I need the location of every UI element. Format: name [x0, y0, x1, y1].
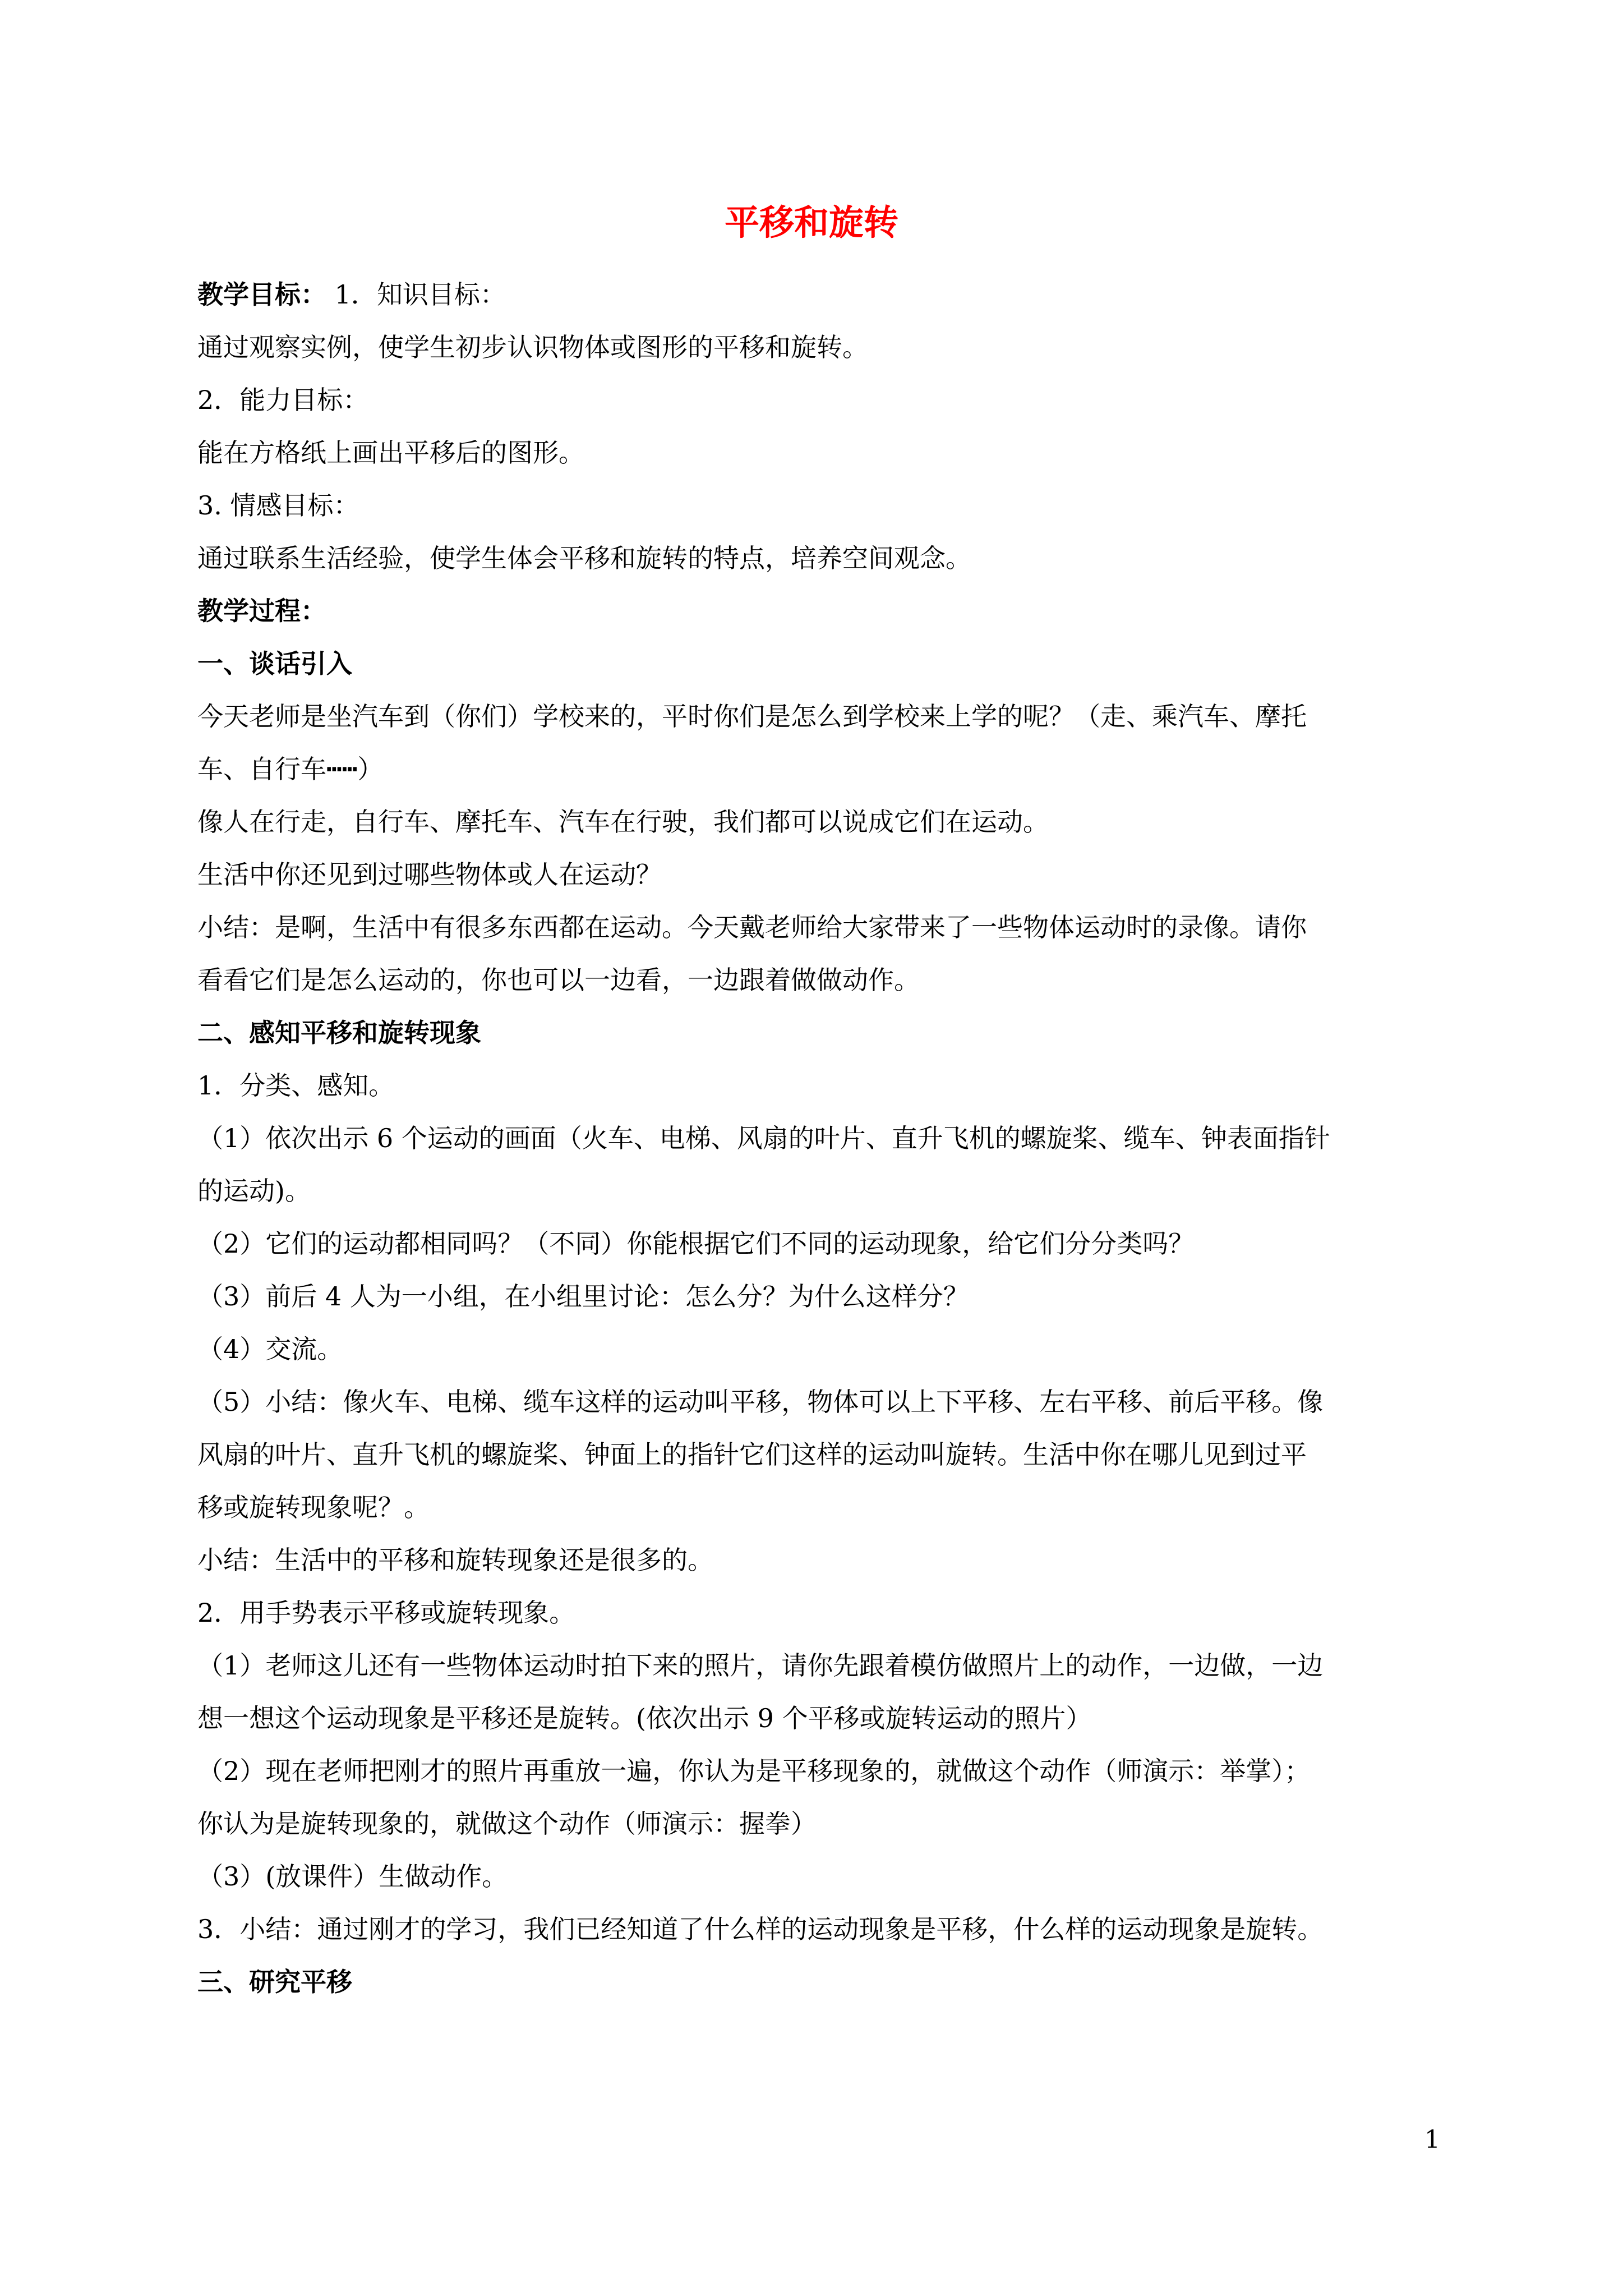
paragraph: （1）依次出示 6 个运动的画面（火车、电梯、风扇的叶片、直升飞机的螺旋桨、缆车、钟表面指针	[197, 1123, 1330, 1153]
section-heading: 二、感知平移和旋转现象	[197, 1018, 481, 1048]
paragraph: （3）前后 4 人为一小组，在小组里讨论：怎么分？为什么这样分？	[197, 1281, 969, 1312]
paragraph: 想一想这个运动现象是平移还是旋转。(依次出示 9 个平移或旋转运动的照片）	[197, 1703, 1092, 1733]
paragraph: （5）小结：像火车、电梯、缆车这样的运动叫平移，物体可以上下平移、左右平移、前后平移。像	[197, 1387, 1324, 1417]
paragraph: 小结：生活中的平移和旋转现象还是很多的。	[197, 1545, 713, 1575]
process-heading: 教学过程：	[197, 596, 326, 626]
paragraph: 的运动)。	[197, 1176, 311, 1206]
paragraph: 小结：是啊，生活中有很多东西都在运动。今天戴老师给大家带来了一些物体运动时的录像。请你	[197, 912, 1307, 942]
paragraph: 车、自行车┅┅）	[197, 754, 384, 784]
paragraph: （2）它们的运动都相同吗？（不同）你能根据它们不同的运动现象，给它们分分类吗？	[197, 1228, 1195, 1259]
document-body	[197, 268, 1444, 2008]
section-heading: 三、研究平移	[197, 1967, 352, 1997]
paragraph: 今天老师是坐汽车到（你们）学校来的，平时你们是怎么到学校来上学的呢？（走、乘汽车、摩托	[197, 701, 1307, 731]
paragraph: 3．小结：通过刚才的学习，我们已经知道了什么样的运动现象是平移，什么样的运动现象是旋转。	[197, 1914, 1324, 1944]
paragraph: 1．分类、感知。	[197, 1070, 395, 1101]
paragraph: 你认为是旋转现象的，就做这个动作（师演示：握拳）	[197, 1809, 817, 1839]
page-title: 平移和旋转	[724, 202, 898, 243]
paragraph: 看看它们是怎么运动的，你也可以一边看，一边跟着做做动作。	[197, 965, 920, 995]
paragraph: 2．能力目标：	[197, 385, 369, 415]
paragraph: 移或旋转现象呢？。	[197, 1492, 430, 1522]
paragraph: （4）交流。	[197, 1334, 343, 1364]
page-number: 1	[1424, 2125, 1440, 2154]
paragraph: （2）现在老师把刚才的照片再重放一遍，你认为是平移现象的，就做这个动作（师演示：举掌）；	[197, 1756, 1311, 1786]
paragraph: 3. 情感目标：	[197, 490, 359, 521]
paragraph: 生活中你还见到过哪些物体或人在运动？	[197, 859, 662, 890]
paragraph: 通过联系生活经验，使学生体会平移和旋转的特点，培养空间观念。	[197, 543, 971, 573]
objectives-line	[197, 268, 1444, 321]
objectives-heading: 教学目标：	[197, 279, 326, 310]
section-heading: 一、谈话引入	[197, 648, 352, 679]
paragraph: 像人在行走，自行车、摩托车、汽车在行驶，我们都可以说成它们在运动。	[197, 807, 1049, 837]
paragraph: 能在方格纸上画出平移后的图形。	[197, 438, 584, 468]
paragraph: 风扇的叶片、直升飞机的螺旋桨、钟面上的指针它们这样的运动叫旋转。生活中你在哪儿见到过平	[197, 1439, 1307, 1470]
paragraph: 通过观察实例，使学生初步认识物体或图形的平移和旋转。	[197, 332, 868, 362]
paragraph: （3）(放课件）生做动作。	[197, 1861, 508, 1892]
paragraph: （1）老师这儿还有一些物体运动时拍下来的照片，请你先跟着模仿做照片上的动作，一边做，一边	[197, 1650, 1324, 1681]
knowledge-goal-label: 1．知识目标：	[326, 279, 506, 310]
paragraph: 2．用手势表示平移或旋转现象。	[197, 1598, 575, 1628]
